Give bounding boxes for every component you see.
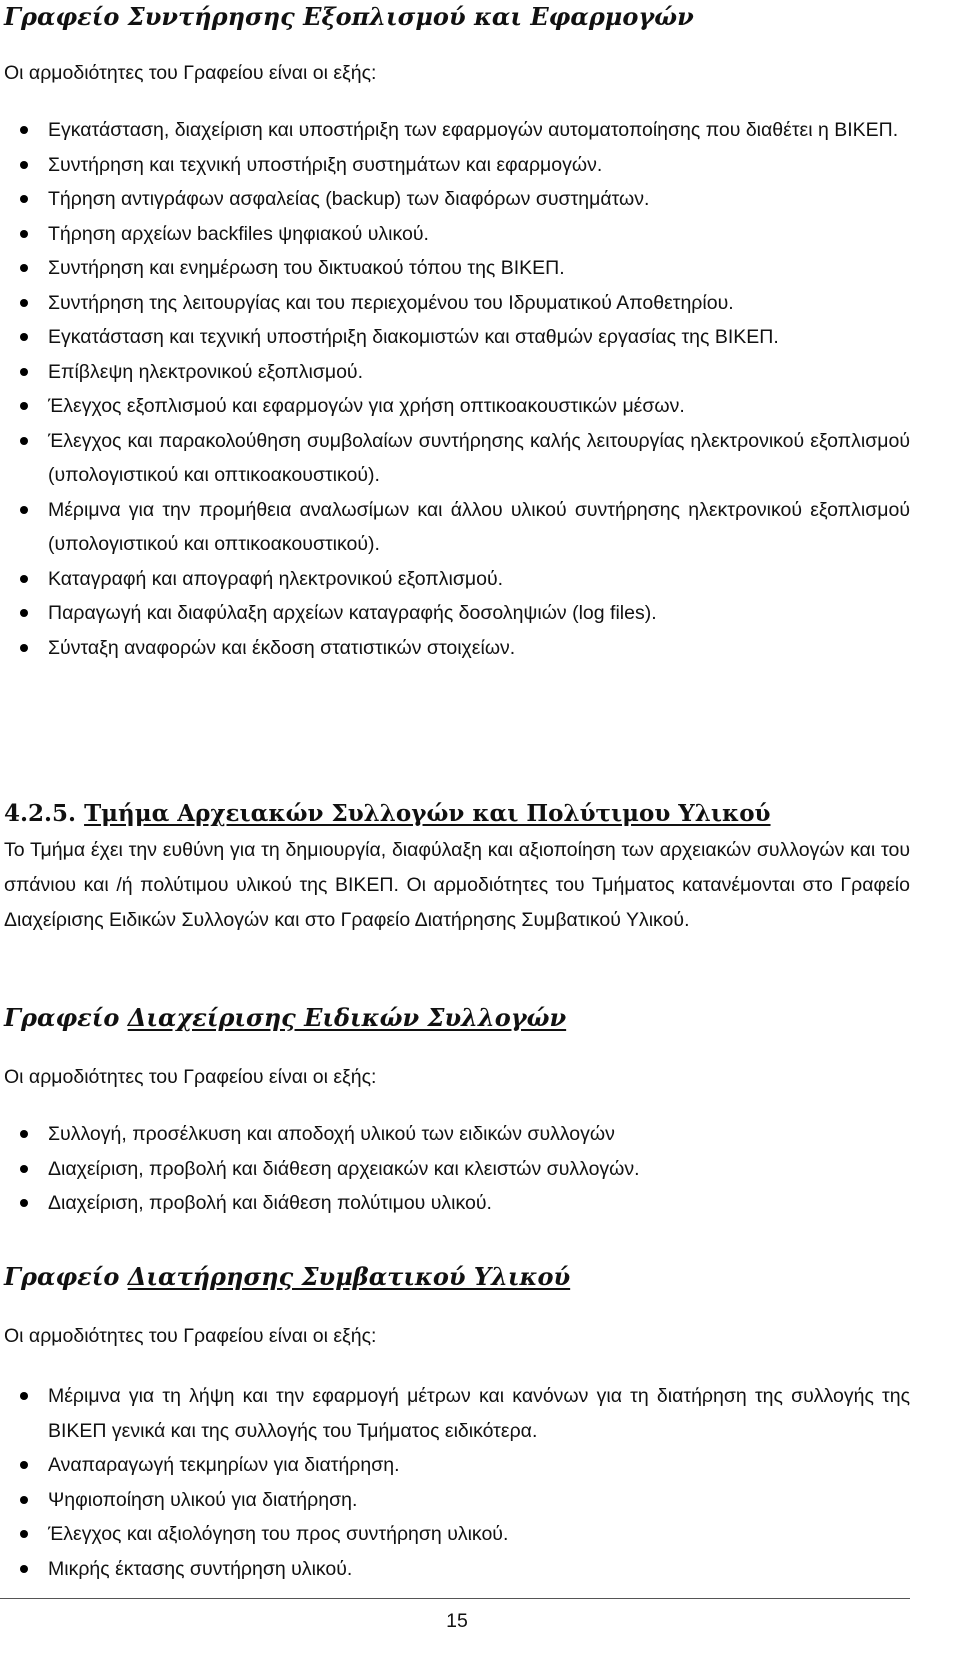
list-item: Τήρηση αρχείων backfiles ψηφιακού υλικού. — [0, 217, 910, 252]
section-heading — [4, 799, 771, 829]
section-paragraph: Το Τμήμα έχει την ευθύνη για τη δημιουργία, διαφύλαξη και αξιοποίηση των αρχειακών συλλογών και του σπάνιου και /ή πολύτιμου υλικού της ΒΙΚΕΠ. Οι αρμοδιότητες του Τμήματος κατανέμονται στο Γραφείο Διαχείρισης Ειδικών Συλλογών και στο Γραφείο Διατήρησης Συμβατικού Υλικού. — [4, 839, 910, 931]
bullet-icon — [20, 1199, 28, 1207]
bullet-icon — [20, 1530, 28, 1538]
bullet-icon — [20, 333, 28, 341]
bullet-icon — [20, 1392, 28, 1400]
bullet-list-preservation — [0, 1379, 910, 1586]
bullet-icon — [20, 1165, 28, 1173]
bullet-icon — [20, 264, 28, 272]
list-item: Καταγραφή και απογραφή ηλεκτρονικού εξοπλισμού. — [0, 562, 910, 597]
list-item: Ψηφιοποίηση υλικού για διατήρηση. — [0, 1483, 910, 1518]
bullet-icon — [20, 575, 28, 583]
bullet-icon — [20, 126, 28, 134]
office-title-underlined: Διαχείρισης Ειδικών Συλλογών — [127, 1003, 567, 1032]
list-item: Συντήρηση και ενημέρωση του δικτυακού τόπου της ΒΙΚΕΠ. — [0, 251, 910, 286]
list-item: Μικρής έκτασης συντήρηση υλικού. — [0, 1552, 910, 1587]
section-title: Τμήμα Αρχειακών Συλλογών και Πολύτιμου Υλικού — [84, 800, 771, 827]
office-title-maintenance: Γραφείο Συντήρησης Εξοπλισμού και Εφαρμογών — [4, 2, 694, 31]
list-item: Έλεγχος και αξιολόγηση του προς συντήρηση υλικού. — [0, 1517, 910, 1552]
bullet-list-maintenance — [0, 113, 910, 665]
bullet-icon — [20, 437, 28, 445]
bullet-icon — [20, 506, 28, 514]
list-item: Έλεγχος και παρακολούθηση συμβολαίων συντήρησης καλής λειτουργίας ηλεκτρονικού εξοπλισμού (υπολογιστικού και οπτικοακουστικού). — [0, 424, 910, 493]
list-item: Συντήρηση της λειτουργίας και του περιεχομένου του Ιδρυματικού Αποθετηρίου. — [0, 286, 910, 321]
bullet-icon — [20, 1130, 28, 1138]
office-title-preservation: Γραφείο Διατήρησης Συμβατικού Υλικού — [4, 1262, 571, 1291]
list-item: Τήρηση αντιγράφων ασφαλείας (backup) των διαφόρων συστημάτων. — [0, 182, 910, 217]
footer-divider — [0, 1598, 910, 1599]
list-item: Μέριμνα για τη λήψη και την εφαρμογή μέτρων και κανόνων για τη διατήρηση της συλλογής της ΒΙΚΕΠ γενικά και της συλλογής του Τμήματος ειδικότερα. — [0, 1379, 910, 1448]
list-item: Διαχείριση, προβολή και διάθεση αρχειακών και κλειστών συλλογών. — [0, 1152, 910, 1187]
bullet-icon — [20, 368, 28, 376]
bullet-icon — [20, 402, 28, 410]
list-item: Εγκατάσταση και τεχνική υποστήριξη διακομιστών και σταθμών εργασίας της ΒΙΚΕΠ. — [0, 320, 910, 355]
list-item: Έλεγχος εξοπλισμού και εφαρμογών για χρήση οπτικοακουστικών μέσων. — [0, 389, 910, 424]
intro-text: Οι αρμοδιότητες του Γραφείου είναι οι εξής: — [4, 1066, 377, 1088]
bullet-icon — [20, 195, 28, 203]
bullet-list-special-collections — [0, 1117, 910, 1221]
list-item: Συλλογή, προσέλκυση και αποδοχή υλικού των ειδικών συλλογών — [0, 1117, 910, 1152]
bullet-icon — [20, 644, 28, 652]
list-item: Παραγωγή και διαφύλαξη αρχείων καταγραφής δοσοληψιών (log files). — [0, 596, 910, 631]
intro-text: Οι αρμοδιότητες του Γραφείου είναι οι εξής: — [4, 62, 377, 84]
list-item: Μέριμνα για την προμήθεια αναλωσίμων και άλλου υλικού συντήρησης ηλεκτρονικού εξοπλισμού (υπολογιστικού και οπτικοακουστικού). — [0, 493, 910, 562]
list-item: Σύνταξη αναφορών και έκδοση στατιστικών στοιχείων. — [0, 631, 910, 666]
list-item: Επίβλεψη ηλεκτρονικού εξοπλισμού. — [0, 355, 910, 390]
office-title-special-collections: Γραφείο Διαχείρισης Ειδικών Συλλογών — [4, 1003, 567, 1032]
bullet-icon — [20, 299, 28, 307]
list-item: Συντήρηση και τεχνική υποστήριξη συστημάτων και εφαρμογών. — [0, 148, 910, 183]
bullet-icon — [20, 230, 28, 238]
page-number: 15 — [446, 1610, 468, 1632]
list-item: Διαχείριση, προβολή και διάθεση πολύτιμου υλικού. — [0, 1186, 910, 1221]
bullet-icon — [20, 1565, 28, 1573]
bullet-icon — [20, 1496, 28, 1504]
list-item: Αναπαραγωγή τεκμηρίων για διατήρηση. — [0, 1448, 910, 1483]
bullet-icon — [20, 161, 28, 169]
intro-text: Οι αρμοδιότητες του Γραφείου είναι οι εξής: — [4, 1325, 377, 1347]
list-item: Εγκατάσταση, διαχείριση και υποστήριξη των εφαρμογών αυτοματοποίησης που διαθέτει η ΒΙΚΕΠ. — [0, 113, 910, 148]
bullet-icon — [20, 609, 28, 617]
office-title-underlined: Διατήρησης Συμβατικού Υλικού — [127, 1262, 571, 1291]
section-number: 4.2.5. — [4, 800, 77, 827]
bullet-icon — [20, 1461, 28, 1469]
